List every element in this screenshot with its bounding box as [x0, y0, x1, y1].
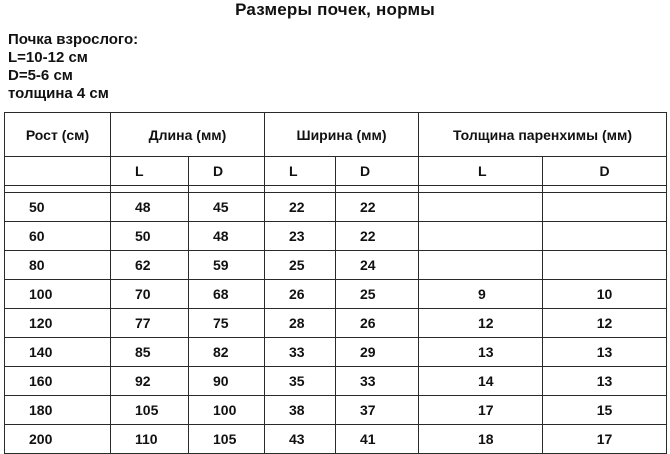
header-parenchyma: Толщина паренхимы (мм): [419, 113, 667, 157]
cell-width-L: 25: [265, 251, 336, 280]
cell-parenchyma-D: [543, 193, 667, 222]
page-title: Размеры почек, нормы: [235, 0, 435, 19]
cell-length-D: 45: [189, 193, 265, 222]
cell-width-D: 29: [336, 338, 419, 367]
cell-length-D: 75: [189, 309, 265, 338]
table-row: [5, 309, 667, 338]
table-row: [5, 367, 667, 396]
cell-width-D: 37: [336, 396, 419, 425]
spacer-row: [5, 186, 667, 193]
cell-width-D: 26: [336, 309, 419, 338]
adult-length-line: L=10-12 см: [8, 49, 88, 66]
cell-parenchyma-L: 13: [419, 338, 543, 367]
header-length: Длина (мм): [111, 113, 265, 157]
cell-parenchyma-D: 13: [543, 367, 667, 396]
cell-parenchyma-D: [543, 251, 667, 280]
adult-width-line: D=5-6 см: [8, 67, 73, 84]
cell-length-D: 59: [189, 251, 265, 280]
adult-kidney-info: [8, 31, 138, 103]
cell-width-L: 38: [265, 396, 336, 425]
cell-height: 60: [5, 222, 111, 251]
table-row: [5, 425, 667, 454]
cell-width-D: 22: [336, 193, 419, 222]
table-row: [5, 222, 667, 251]
cell-parenchyma-L: [419, 222, 543, 251]
cell-length-D: 82: [189, 338, 265, 367]
cell-width-L: 28: [265, 309, 336, 338]
subheader-length-L: L: [111, 157, 189, 186]
subheader-length-D: D: [189, 157, 265, 186]
cell-height: 140: [5, 338, 111, 367]
cell-width-L: 35: [265, 367, 336, 396]
kidney-size-table: [4, 112, 667, 454]
cell-width-L: 33: [265, 338, 336, 367]
cell-height: 200: [5, 425, 111, 454]
cell-length-D: 48: [189, 222, 265, 251]
cell-parenchyma-L: 18: [419, 425, 543, 454]
cell-parenchyma-D: 10: [543, 280, 667, 309]
cell-length-L: 77: [111, 309, 189, 338]
cell-width-L: 22: [265, 193, 336, 222]
table-row: [5, 193, 667, 222]
cell-parenchyma-D: 12: [543, 309, 667, 338]
cell-height: 120: [5, 309, 111, 338]
cell-parenchyma-L: 17: [419, 396, 543, 425]
subheader-parenchyma-L: L: [419, 157, 543, 186]
cell-width-L: 26: [265, 280, 336, 309]
cell-length-L: 110: [111, 425, 189, 454]
cell-height: 50: [5, 193, 111, 222]
cell-width-D: 33: [336, 367, 419, 396]
adult-heading: Почка взрослого:: [8, 31, 139, 48]
cell-height: 160: [5, 367, 111, 396]
subheader-empty: [5, 157, 111, 186]
cell-width-D: 25: [336, 280, 419, 309]
header-height: Рост (см): [5, 113, 111, 157]
cell-length-L: 92: [111, 367, 189, 396]
cell-length-D: 90: [189, 367, 265, 396]
table-row: [5, 251, 667, 280]
cell-width-D: 24: [336, 251, 419, 280]
subheader-parenchyma-D: D: [543, 157, 667, 186]
cell-length-L: 85: [111, 338, 189, 367]
cell-height: 180: [5, 396, 111, 425]
cell-parenchyma-D: 15: [543, 396, 667, 425]
cell-length-L: 70: [111, 280, 189, 309]
cell-parenchyma-D: [543, 222, 667, 251]
cell-length-L: 48: [111, 193, 189, 222]
adult-thickness-line: толщина 4 см: [8, 85, 109, 102]
cell-parenchyma-D: 13: [543, 338, 667, 367]
cell-parenchyma-L: 9: [419, 280, 543, 309]
cell-length-D: 100: [189, 396, 265, 425]
subheader-width-D: D: [336, 157, 419, 186]
cell-parenchyma-L: 14: [419, 367, 543, 396]
cell-height: 100: [5, 280, 111, 309]
cell-parenchyma-L: [419, 193, 543, 222]
table-subheader-row: [5, 157, 667, 186]
subheader-width-L: L: [265, 157, 336, 186]
table-row: [5, 338, 667, 367]
header-width: Ширина (мм): [265, 113, 419, 157]
table-row: [5, 396, 667, 425]
cell-width-D: 41: [336, 425, 419, 454]
cell-length-D: 68: [189, 280, 265, 309]
cell-width-D: 22: [336, 222, 419, 251]
cell-height: 80: [5, 251, 111, 280]
cell-length-L: 105: [111, 396, 189, 425]
cell-length-L: 50: [111, 222, 189, 251]
cell-length-D: 105: [189, 425, 265, 454]
cell-parenchyma-D: 17: [543, 425, 667, 454]
cell-length-L: 62: [111, 251, 189, 280]
cell-width-L: 43: [265, 425, 336, 454]
cell-width-L: 23: [265, 222, 336, 251]
cell-parenchyma-L: 12: [419, 309, 543, 338]
table-header-row: [5, 113, 667, 157]
cell-parenchyma-L: [419, 251, 543, 280]
table-row: [5, 280, 667, 309]
